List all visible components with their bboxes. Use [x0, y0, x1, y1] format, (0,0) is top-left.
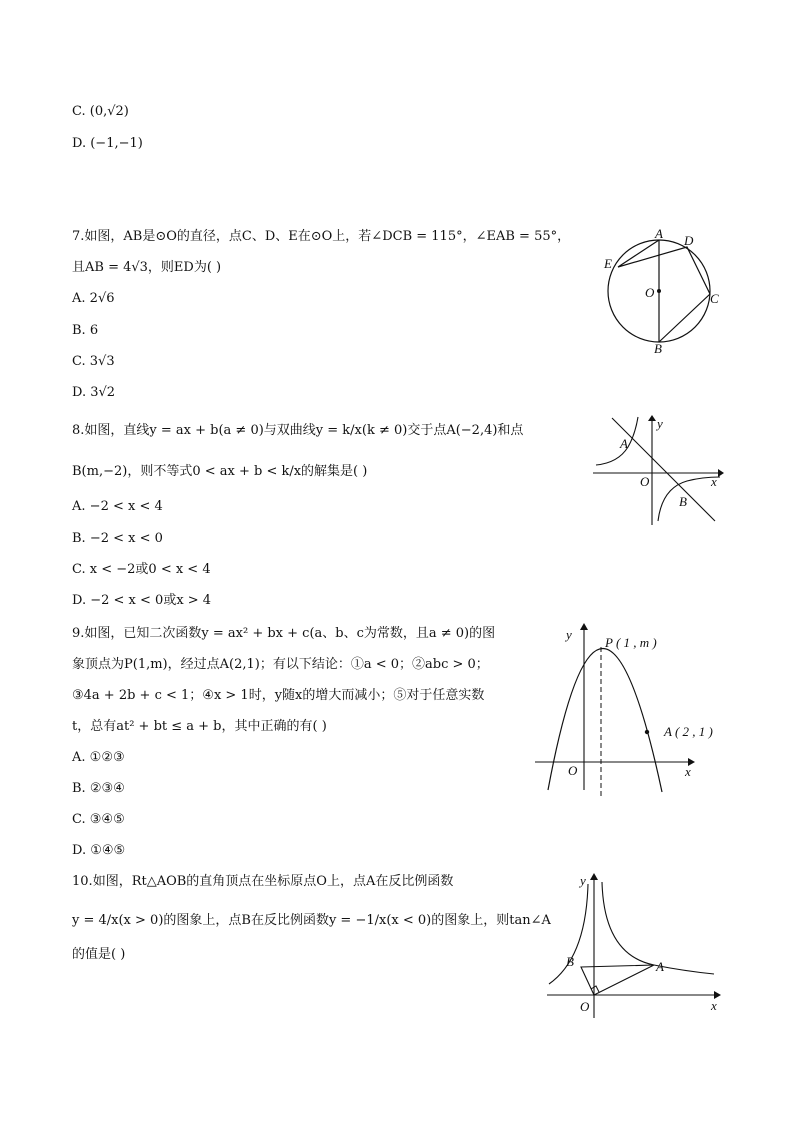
- q10-stem-line-3: 的值是( ): [72, 947, 126, 962]
- label-a: A: [655, 226, 663, 241]
- label-y: y: [580, 873, 586, 888]
- option-label: A.: [72, 499, 86, 514]
- label-d: D: [684, 233, 694, 248]
- label-o: O: [645, 285, 655, 300]
- prev-option-c: [72, 103, 129, 121]
- q7-stem-line-2: 且AB = 4√3，则ED为( ): [72, 260, 222, 275]
- label-b: B: [654, 341, 662, 356]
- option-label: C.: [72, 812, 86, 827]
- option-text: (−1,−1): [90, 136, 143, 151]
- label-y: y: [566, 627, 572, 642]
- parabola: [548, 648, 662, 792]
- q7-stem-line-1: [72, 228, 570, 246]
- q10-stem-line-1: [72, 873, 453, 891]
- y-axis-arrow: [580, 623, 588, 630]
- q8-stem-line-1: [72, 422, 523, 440]
- triangle-aob: [581, 965, 654, 995]
- label-x: x: [685, 764, 691, 779]
- label-o: O: [580, 999, 590, 1014]
- label-a: A: [656, 959, 664, 974]
- option-label: D.: [72, 385, 87, 400]
- option-text: (0,√2): [89, 104, 129, 119]
- option-text: ①②③: [89, 750, 125, 765]
- label-e: E: [604, 256, 612, 271]
- option-label: C.: [72, 354, 86, 369]
- q8-stem-line-2: B(m,−2)，则不等式0 < ax + b < k/x的解集是( ): [72, 464, 368, 479]
- option-label: C.: [72, 562, 86, 577]
- question-number: 7.: [72, 229, 85, 244]
- option-text: 3√2: [90, 385, 116, 400]
- label-x: x: [711, 998, 717, 1013]
- option-label: A.: [72, 291, 86, 306]
- option-label: B.: [72, 323, 86, 338]
- option-text: −2 < x < 0: [89, 531, 163, 546]
- option-text: ②③④: [89, 781, 125, 796]
- question-number: 8.: [72, 423, 85, 438]
- option-text: 3√3: [89, 354, 115, 369]
- option-text: 2√6: [89, 291, 115, 306]
- stem-text: 如图，已知二次函数y = ax² + bx + c(a、b、c为常数，且a ≠ 0)的图: [84, 626, 496, 641]
- label-p: P ( 1 , m ): [605, 635, 657, 650]
- point-a: [645, 730, 649, 734]
- q9-option-a: [72, 749, 125, 767]
- line-ab: [612, 418, 715, 521]
- option-label: D.: [72, 843, 87, 858]
- q7-option-d: [72, 384, 115, 402]
- q10-stem-line-2: y = 4/x(x > 0)的图象上，点B在反比例函数y = −1/x(x < 0)的图象上，则tan∠A: [72, 913, 551, 928]
- option-label: B.: [72, 531, 86, 546]
- option-text: x < −2或0 < x < 4: [89, 562, 211, 577]
- q8-option-c: [72, 561, 211, 579]
- option-label: D.: [72, 593, 87, 608]
- center-dot: [657, 289, 661, 293]
- option-text: −2 < x < 4: [89, 499, 163, 514]
- option-text: ③④⑤: [89, 812, 125, 827]
- q9-stem-line-3: ③4a + 2b + c < 1；④x > 1时，y随x的增大而减小；⑤对于任意实数: [72, 688, 485, 703]
- hyperbola-branch-left: [596, 417, 638, 465]
- option-text: 6: [89, 323, 99, 338]
- label-a: A: [620, 436, 628, 451]
- question-number: 10.: [72, 874, 93, 889]
- q7-option-a: [72, 290, 115, 308]
- option-text: ①④⑤: [90, 843, 126, 858]
- y-axis-arrow: [590, 873, 598, 880]
- label-b: B: [566, 954, 574, 969]
- option-text: −2 < x < 0或x > 4: [90, 593, 212, 608]
- q9-option-c: [72, 811, 125, 829]
- label-o: O: [568, 763, 578, 778]
- label-b: B: [679, 494, 687, 509]
- q9-stem-line-2: 象顶点为P(1,m)，经过点A(2,1)；有以下结论：①a < 0；②abc > 0；: [72, 657, 489, 672]
- stem-text: 如图，AB是⊙O的直径，点C、D、E在⊙O上，若∠DCB = 115°，∠EAB = 55°，: [84, 229, 571, 244]
- label-c: C: [710, 291, 719, 306]
- q9-option-b: [72, 780, 125, 798]
- q8-option-a: [72, 498, 163, 516]
- q9-option-d: [72, 842, 125, 860]
- option-label: C.: [72, 104, 86, 119]
- option-label: A.: [72, 750, 86, 765]
- q8-option-b: [72, 530, 163, 548]
- option-label: B.: [72, 781, 86, 796]
- q9-stem-line-1: [72, 625, 495, 643]
- option-label: D.: [72, 136, 87, 151]
- q8-option-d: [72, 592, 211, 610]
- label-y: y: [657, 416, 663, 431]
- x-axis-arrow: [718, 469, 724, 477]
- q10-reciprocal-figure: [544, 870, 726, 1020]
- q7-option-b: [72, 322, 98, 340]
- q9-parabola-figure: [530, 620, 730, 800]
- y-axis-arrow: [648, 415, 656, 421]
- q9-stem-line-4: t，总有at² + bt ≤ a + b，其中正确的有( ): [72, 719, 327, 734]
- prev-option-d: [72, 135, 143, 153]
- q7-option-c: [72, 353, 115, 371]
- stem-text: 如图，直线y = ax + b(a ≠ 0)与双曲线y = k/x(k ≠ 0)交于点A(−2,4)和点: [84, 423, 524, 438]
- stem-text: 如图，Rt△AOB的直角顶点在坐标原点O上，点A在反比例函数: [92, 874, 454, 889]
- label-x: x: [711, 474, 717, 489]
- label-a: A ( 2 , 1 ): [664, 724, 713, 739]
- label-o: O: [640, 474, 650, 489]
- question-number: 9.: [72, 626, 85, 641]
- q8-line-hyperbola-figure: [590, 413, 725, 528]
- q7-circle-figure: [598, 228, 728, 358]
